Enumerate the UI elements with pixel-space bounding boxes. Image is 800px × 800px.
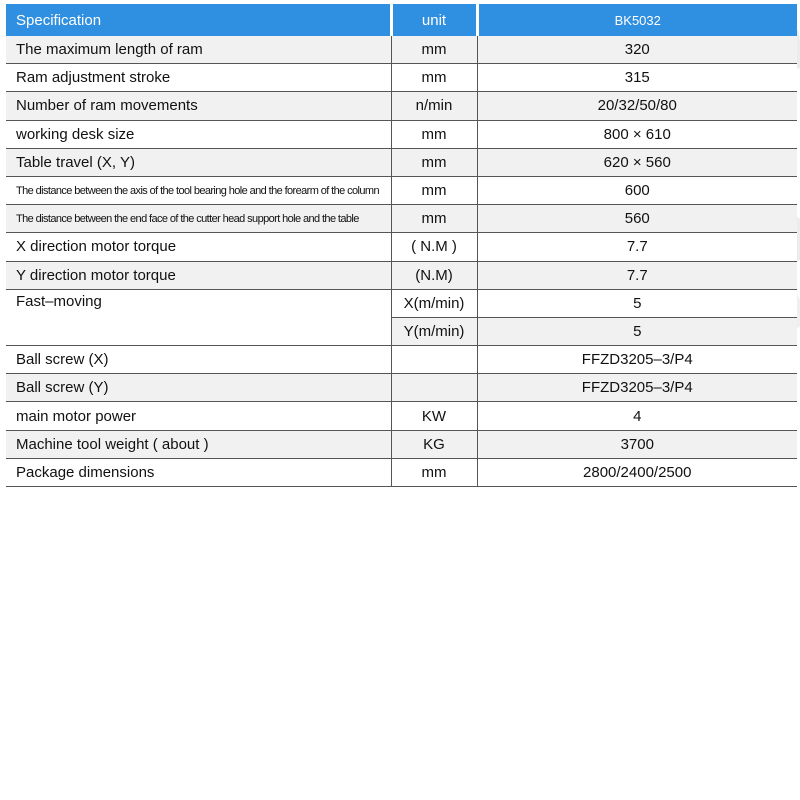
row-unit: KG	[391, 430, 477, 458]
row-name: Table travel (X, Y)	[6, 148, 391, 176]
table-row	[6, 233, 797, 261]
fast-moving-name: Fast–moving	[6, 289, 391, 345]
row-name: Package dimensions	[6, 458, 391, 486]
table-row	[6, 205, 797, 233]
row-value: 315	[477, 64, 797, 92]
row-unit: KW	[391, 402, 477, 430]
table-row	[6, 36, 797, 64]
row-value: 620 × 560	[477, 148, 797, 176]
header-specification: Specification	[6, 4, 391, 36]
row-value: FFZD3205–3/P4	[477, 346, 797, 374]
row-value: 2800/2400/2500	[477, 458, 797, 486]
table-row	[6, 374, 797, 402]
table-row	[6, 346, 797, 374]
row-value: FFZD3205–3/P4	[477, 374, 797, 402]
row-value: 800 × 610	[477, 120, 797, 148]
row-name: The maximum length of ram	[6, 36, 391, 64]
row-name: Ball screw (X)	[6, 346, 391, 374]
specification-table	[6, 4, 797, 487]
row-unit	[391, 346, 477, 374]
row-unit: Y(m/min)	[391, 317, 477, 345]
row-name: main motor power	[6, 402, 391, 430]
row-name: Machine tool weight ( about )	[6, 430, 391, 458]
table-row	[6, 402, 797, 430]
row-name: Number of ram movements	[6, 92, 391, 120]
row-unit: mm	[391, 205, 477, 233]
row-name: Ball screw (Y)	[6, 374, 391, 402]
row-name: Y direction motor torque	[6, 261, 391, 289]
header-model: BK5032	[477, 4, 797, 36]
row-value: 5	[477, 289, 797, 317]
row-name: The distance between the end face of the cutter head support hole and the table	[6, 205, 391, 233]
table-row	[6, 176, 797, 204]
row-value: 3700	[477, 430, 797, 458]
row-unit: mm	[391, 148, 477, 176]
row-unit: mm	[391, 458, 477, 486]
row-name: Ram adjustment stroke	[6, 64, 391, 92]
row-unit: n/min	[391, 92, 477, 120]
table-row	[6, 430, 797, 458]
row-unit: ( N.M )	[391, 233, 477, 261]
row-unit: mm	[391, 176, 477, 204]
table-row	[6, 148, 797, 176]
row-unit	[391, 374, 477, 402]
header-unit: unit	[391, 4, 477, 36]
row-name: X direction motor torque	[6, 233, 391, 261]
row-value: 4	[477, 402, 797, 430]
row-unit: mm	[391, 64, 477, 92]
row-unit: mm	[391, 36, 477, 64]
table-header-row	[6, 4, 797, 36]
row-name: The distance between the axis of the tool bearing hole and the forearm of the column	[6, 176, 391, 204]
row-value: 7.7	[477, 233, 797, 261]
row-value: 560	[477, 205, 797, 233]
row-unit: mm	[391, 120, 477, 148]
table-row	[6, 458, 797, 486]
row-value: 320	[477, 36, 797, 64]
row-value: 600	[477, 176, 797, 204]
table-row	[6, 64, 797, 92]
row-unit: (N.M)	[391, 261, 477, 289]
row-value: 20/32/50/80	[477, 92, 797, 120]
table-row	[6, 92, 797, 120]
row-unit: X(m/min)	[391, 289, 477, 317]
row-name: working desk size	[6, 120, 391, 148]
row-value: 7.7	[477, 261, 797, 289]
table-row	[6, 120, 797, 148]
row-value: 5	[477, 317, 797, 345]
table-row	[6, 261, 797, 289]
table-row-fast-moving-x	[6, 289, 797, 317]
